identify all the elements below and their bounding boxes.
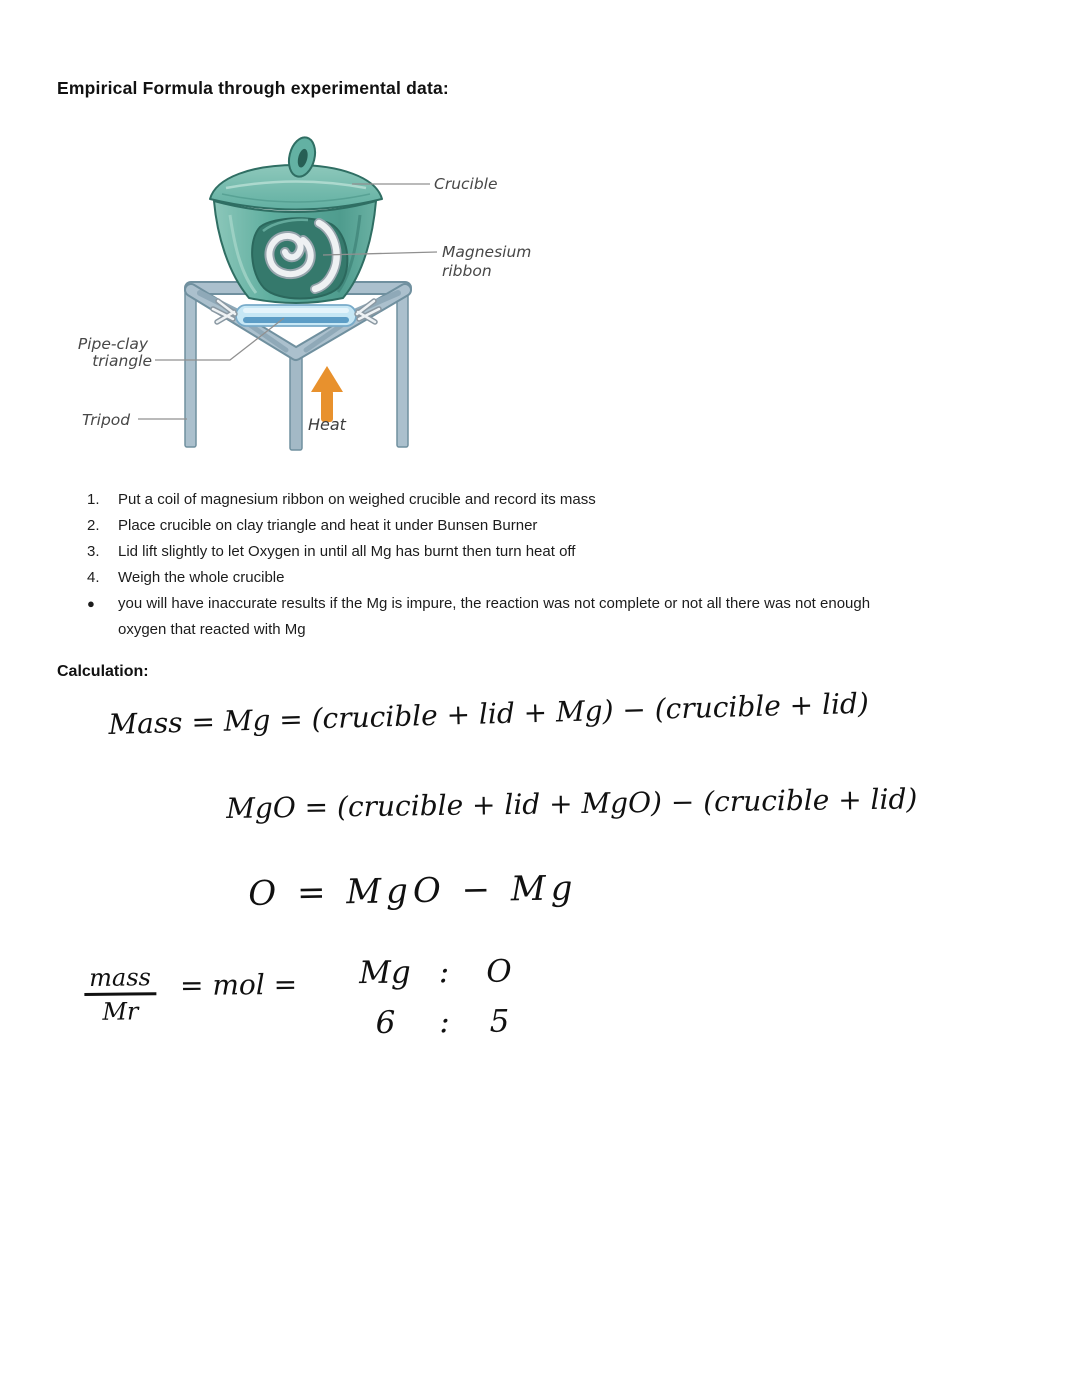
ratio-value-right: 5	[489, 1003, 510, 1040]
fraction-numerator: mass	[84, 963, 156, 996]
label-magnesium-line1: Magnesium	[442, 243, 532, 261]
step-number: 2.	[87, 517, 100, 534]
label-pipe-clay-line1: Pipe-clay	[77, 335, 148, 353]
mass-over-mr-fraction	[84, 963, 156, 1026]
calculation-heading: Calculation:	[57, 663, 149, 680]
diagram-canvas	[60, 130, 560, 470]
ratio-colon: :	[439, 1004, 450, 1041]
crucible-illustration	[210, 135, 382, 303]
label-heat: Heat	[308, 415, 346, 434]
page-title: Empirical Formula through experimental data:	[57, 78, 449, 98]
step-text: Put a coil of magnesium ribbon on weighed crucible and record its mass	[118, 491, 596, 508]
heat-arrow-icon	[311, 366, 343, 422]
handwritten-equation-oxygen: O = MgO − Mg	[248, 868, 578, 914]
label-tripod: Tripod	[82, 411, 131, 429]
note-text: you will have inaccurate results if the Mg is impure, the reaction was not complete or not all there was not enough oxygen that reacted with Mg	[118, 595, 871, 638]
label-pipe-clay-line2: triangle	[92, 352, 152, 370]
handwritten-equation-mass-mg: Mass = Mg = (crucible + lid + Mg) − (crucible + lid)	[108, 686, 870, 741]
ratio-grid	[349, 953, 532, 1041]
step-text: Weigh the whole crucible	[118, 569, 285, 586]
crucible-heating-diagram	[60, 130, 560, 470]
procedure-step-4	[87, 565, 1037, 591]
handwritten-mole-ratio	[84, 953, 532, 1044]
procedure-step-3	[87, 539, 1037, 565]
step-number: 4.	[87, 569, 100, 586]
step-number: 1.	[87, 491, 100, 508]
handwritten-equation-mgo: MgO = (crucible + lid + MgO) − (crucible + lid)	[226, 782, 918, 825]
bullet-icon: ●	[87, 596, 95, 611]
label-magnesium-line2: ribbon	[442, 262, 492, 280]
step-text: Lid lift slightly to let Oxygen in until all Mg has burnt then turn heat off	[118, 543, 576, 560]
step-text: Place crucible on clay triangle and heat it under Bunsen Burner	[118, 517, 538, 534]
ratio-value-left: 6	[375, 1004, 396, 1041]
fraction-denominator: Mr	[102, 997, 139, 1026]
step-number: 3.	[87, 543, 100, 560]
ratio-element-left: Mg	[358, 954, 411, 992]
pipe-clay-tube	[236, 305, 356, 326]
procedure-note-bullet	[87, 591, 1037, 643]
procedure-list	[87, 487, 1037, 643]
ratio-element-right: O	[486, 953, 512, 990]
procedure-step-2	[87, 513, 1037, 539]
procedure-step-1	[87, 487, 1037, 513]
equals-mol-equals: = mol =	[179, 967, 298, 1002]
ratio-colon: :	[438, 954, 450, 991]
label-crucible: Crucible	[434, 175, 498, 193]
